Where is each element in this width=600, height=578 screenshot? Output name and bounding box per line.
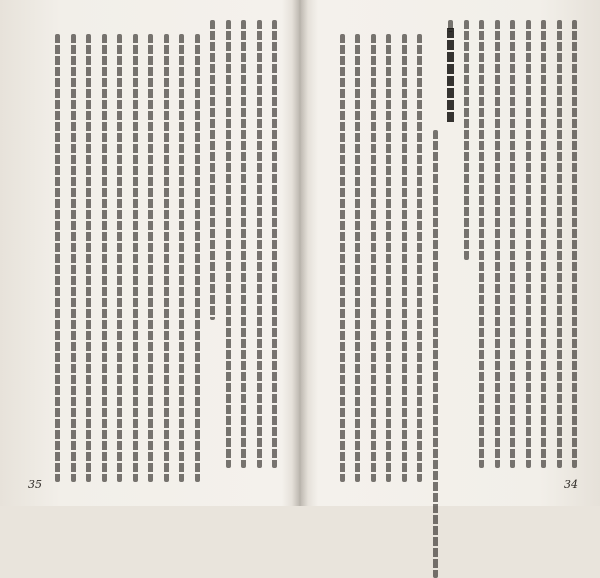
text-column	[148, 34, 153, 482]
text-column	[355, 34, 360, 482]
text-column	[371, 34, 376, 482]
right-page-number: 34	[564, 478, 578, 491]
left-page-text-block	[44, 20, 280, 472]
text-column	[464, 20, 469, 260]
text-column	[526, 20, 531, 468]
right-page	[304, 0, 600, 506]
right-page-text-block	[320, 20, 580, 472]
text-column	[55, 34, 60, 482]
text-column	[210, 20, 215, 320]
text-column	[402, 34, 407, 482]
text-column	[572, 20, 577, 468]
text-column	[495, 20, 500, 468]
text-column	[257, 20, 262, 468]
text-column	[179, 34, 184, 482]
text-column	[86, 34, 91, 482]
text-column	[164, 34, 169, 482]
text-column	[241, 20, 246, 468]
text-column	[272, 20, 277, 468]
text-column	[386, 34, 391, 482]
text-column	[510, 20, 515, 468]
text-column	[102, 34, 107, 482]
text-column	[71, 34, 76, 482]
left-page-number: 35	[28, 478, 42, 491]
text-column	[433, 130, 438, 578]
text-column	[557, 20, 562, 468]
text-column	[479, 20, 484, 468]
text-column	[417, 34, 422, 482]
text-column	[541, 20, 546, 468]
left-page	[0, 0, 296, 506]
text-column	[226, 20, 231, 468]
text-column	[195, 34, 200, 482]
text-column	[340, 34, 345, 482]
section-heading	[447, 28, 454, 124]
text-column	[133, 34, 138, 482]
text-column	[117, 34, 122, 482]
